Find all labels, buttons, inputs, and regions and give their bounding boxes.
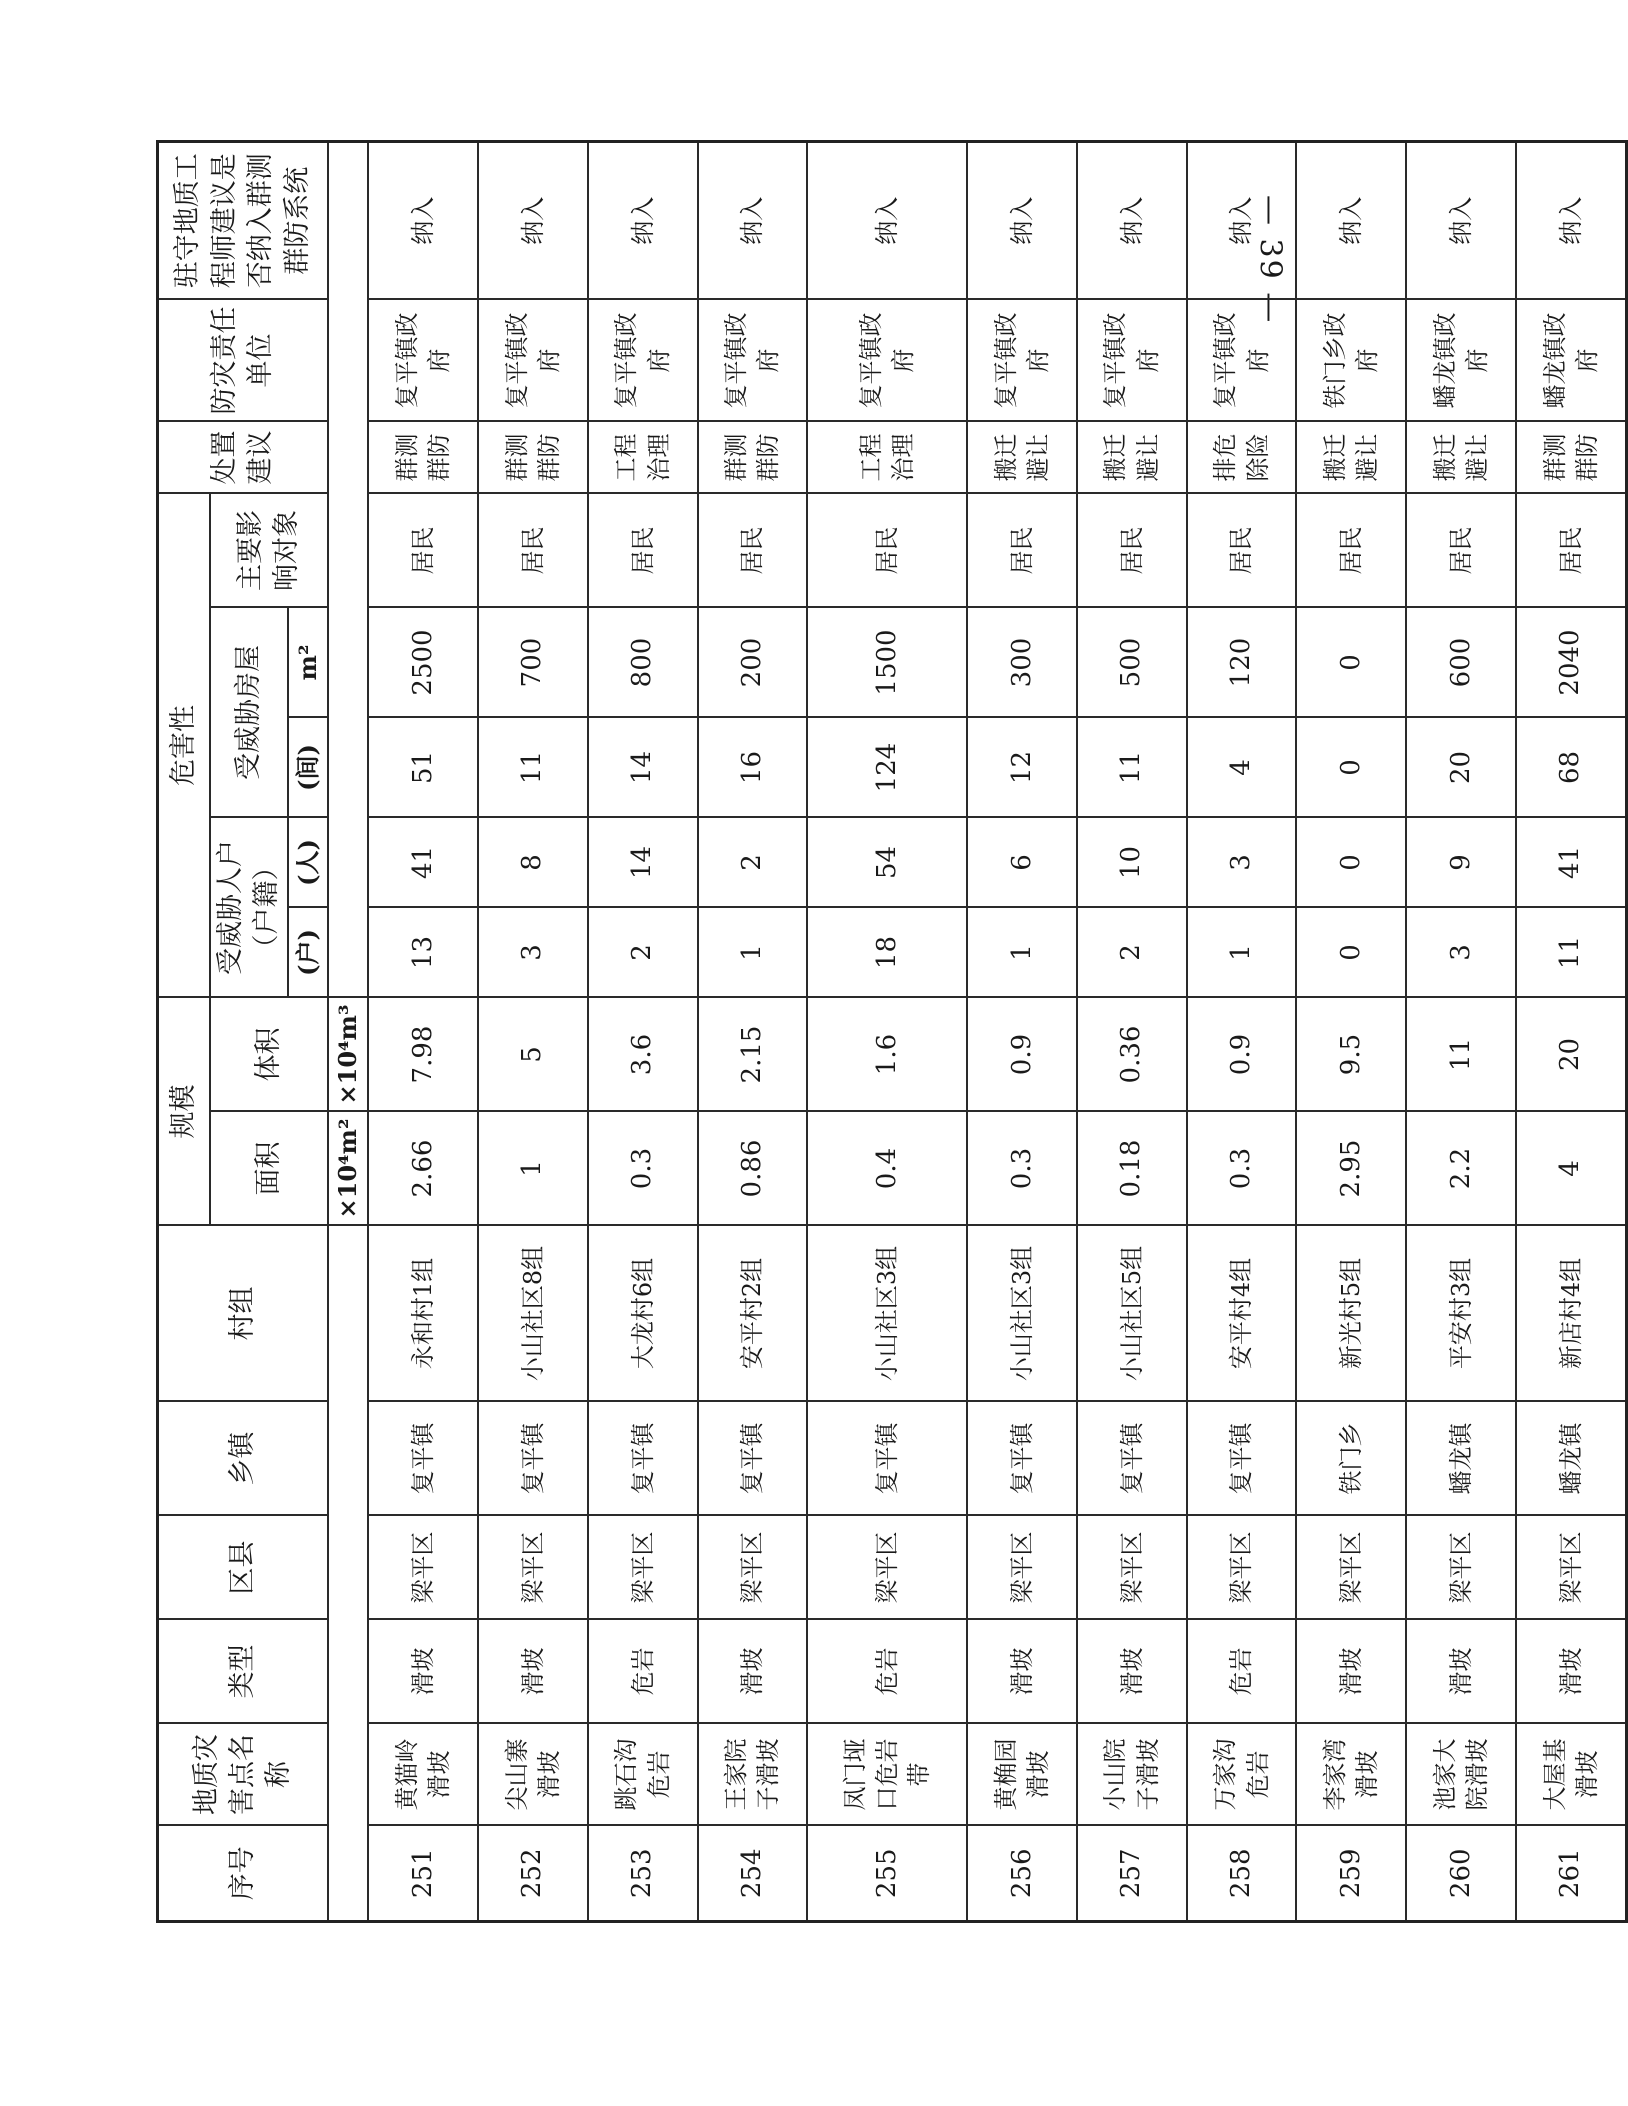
unit-volume: ×10⁴m³ <box>328 998 368 1112</box>
cell-households: 18 <box>807 908 967 998</box>
cell-area: 2.66 <box>368 1112 478 1226</box>
cell-sqm: 500 <box>1077 608 1187 718</box>
cell-responsible: 复平镇政府 <box>588 299 698 421</box>
cell-county: 梁平区 <box>967 1516 1077 1620</box>
cell-county: 梁平区 <box>1516 1516 1627 1620</box>
cell-households: 3 <box>478 908 588 998</box>
rotated-table-container <box>156 143 1628 1923</box>
cell-sqm: 2500 <box>368 608 478 718</box>
cell-sqm: 700 <box>478 608 588 718</box>
table-row <box>1296 141 1406 1921</box>
cell-seq: 259 <box>1296 1826 1406 1922</box>
cell-county: 梁平区 <box>1077 1516 1187 1620</box>
cell-area: 0.3 <box>588 1112 698 1226</box>
cell-people: 0 <box>1296 818 1406 908</box>
cell-rooms: 16 <box>698 718 808 818</box>
unit-rooms: (间) <box>288 718 328 818</box>
cell-name: 李家湾滑坡 <box>1296 1724 1406 1826</box>
cell-sqm: 120 <box>1187 608 1297 718</box>
cell-responsible: 复平镇政府 <box>368 299 478 421</box>
cell-village: 安平村4组 <box>1187 1226 1297 1402</box>
table-row <box>1077 141 1187 1921</box>
cell-volume: 5 <box>478 998 588 1112</box>
cell-rooms: 0 <box>1296 718 1406 818</box>
cell-seq: 258 <box>1187 1826 1297 1922</box>
cell-people: 8 <box>478 818 588 908</box>
cell-name: 王家院子滑坡 <box>698 1724 808 1826</box>
cell-village: 平安村3组 <box>1406 1226 1516 1402</box>
cell-measure: 搬迁避让 <box>1296 421 1406 493</box>
cell-targets: 居民 <box>1077 493 1187 607</box>
cell-included: 纳入 <box>368 141 478 299</box>
cell-type: 滑坡 <box>1077 1620 1187 1724</box>
cell-volume: 9.5 <box>1296 998 1406 1112</box>
cell-area: 1 <box>478 1112 588 1226</box>
cell-rooms: 12 <box>967 718 1077 818</box>
cell-rooms: 11 <box>478 718 588 818</box>
cell-name: 尖山寨滑坡 <box>478 1724 588 1826</box>
cell-town: 复平镇 <box>807 1402 967 1516</box>
cell-type: 危岩 <box>1187 1620 1297 1724</box>
cell-households: 3 <box>1406 908 1516 998</box>
cell-households: 0 <box>1296 908 1406 998</box>
cell-volume: 7.98 <box>368 998 478 1112</box>
cell-targets: 居民 <box>1296 493 1406 607</box>
cell-village: 大龙村6组 <box>588 1226 698 1402</box>
cell-households: 1 <box>1187 908 1297 998</box>
cell-county: 梁平区 <box>588 1516 698 1620</box>
cell-rooms: 14 <box>588 718 698 818</box>
cell-village: 安平村2组 <box>698 1226 808 1402</box>
cell-households: 1 <box>698 908 808 998</box>
header-spacer-right <box>328 141 368 997</box>
cell-included: 纳入 <box>1077 141 1187 299</box>
cell-included: 纳入 <box>588 141 698 299</box>
cell-type: 滑坡 <box>1296 1620 1406 1724</box>
cell-volume: 0.36 <box>1077 998 1187 1112</box>
cell-rooms: 51 <box>368 718 478 818</box>
cell-measure: 群测群防 <box>478 421 588 493</box>
cell-targets: 居民 <box>807 493 967 607</box>
cell-village: 小山社区3组 <box>967 1226 1077 1402</box>
cell-area: 4 <box>1516 1112 1627 1226</box>
cell-rooms: 11 <box>1077 718 1187 818</box>
cell-town: 蟠龙镇 <box>1406 1402 1516 1516</box>
cell-name: 万家沟危岩 <box>1187 1724 1297 1826</box>
cell-responsible: 蟠龙镇政府 <box>1406 299 1516 421</box>
cell-type: 危岩 <box>588 1620 698 1724</box>
cell-targets: 居民 <box>1406 493 1516 607</box>
header-spacer <box>328 1226 368 1922</box>
cell-measure: 搬迁避让 <box>1406 421 1516 493</box>
cell-name: 池家大院滑坡 <box>1406 1724 1516 1826</box>
cell-responsible: 铁门乡政府 <box>1296 299 1406 421</box>
cell-village: 新光村5组 <box>1296 1226 1406 1402</box>
cell-area: 0.18 <box>1077 1112 1187 1226</box>
cell-responsible: 复平镇政府 <box>698 299 808 421</box>
cell-households: 2 <box>588 908 698 998</box>
cell-rooms: 4 <box>1187 718 1297 818</box>
cell-people: 2 <box>698 818 808 908</box>
cell-targets: 居民 <box>967 493 1077 607</box>
cell-targets: 居民 <box>1187 493 1297 607</box>
cell-people: 14 <box>588 818 698 908</box>
cell-sqm: 800 <box>588 608 698 718</box>
cell-measure: 工程治理 <box>588 421 698 493</box>
cell-households: 2 <box>1077 908 1187 998</box>
header-measure: 处置建议 <box>158 421 329 493</box>
header-name: 地质灾害点名称 <box>158 1724 329 1826</box>
header-included: 驻守地质工程师建议是否纳入群测群防系统 <box>158 141 329 299</box>
header-county: 区县 <box>158 1516 329 1620</box>
page-number: — 39 — <box>1252 195 1288 325</box>
cell-people: 10 <box>1077 818 1187 908</box>
cell-targets: 居民 <box>478 493 588 607</box>
table-row <box>368 141 478 1921</box>
cell-town: 复平镇 <box>698 1402 808 1516</box>
cell-targets: 居民 <box>368 493 478 607</box>
header-type: 类型 <box>158 1620 329 1724</box>
cell-responsible: 复平镇政府 <box>807 299 967 421</box>
cell-rooms: 68 <box>1516 718 1627 818</box>
cell-village: 小山社区5组 <box>1077 1226 1187 1402</box>
table-row <box>1406 141 1516 1921</box>
cell-included: 纳入 <box>1296 141 1406 299</box>
cell-responsible: 复平镇政府 <box>967 299 1077 421</box>
cell-responsible: 蟠龙镇政府 <box>1516 299 1627 421</box>
cell-seq: 256 <box>967 1826 1077 1922</box>
cell-rooms: 124 <box>807 718 967 818</box>
unit-households: (户) <box>288 908 328 998</box>
cell-county: 梁平区 <box>807 1516 967 1620</box>
cell-measure: 搬迁避让 <box>967 421 1077 493</box>
cell-town: 复平镇 <box>478 1402 588 1516</box>
table-row <box>1516 141 1627 1921</box>
cell-included: 纳入 <box>698 141 808 299</box>
cell-name: 小山院子滑坡 <box>1077 1724 1187 1826</box>
hazard-table <box>156 140 1628 1923</box>
cell-measure: 排危除险 <box>1187 421 1297 493</box>
cell-households: 13 <box>368 908 478 998</box>
header-town: 乡镇 <box>158 1402 329 1516</box>
cell-type: 滑坡 <box>698 1620 808 1724</box>
cell-people: 6 <box>967 818 1077 908</box>
cell-volume: 0.9 <box>967 998 1077 1112</box>
cell-county: 梁平区 <box>1406 1516 1516 1620</box>
cell-volume: 2.15 <box>698 998 808 1112</box>
cell-name: 黄猫岭滑坡 <box>368 1724 478 1826</box>
cell-sqm: 2040 <box>1516 608 1627 718</box>
cell-type: 滑坡 <box>368 1620 478 1724</box>
unit-area: ×10⁴m² <box>328 1112 368 1226</box>
cell-volume: 1.6 <box>807 998 967 1112</box>
cell-type: 滑坡 <box>967 1620 1077 1724</box>
cell-seq: 260 <box>1406 1826 1516 1922</box>
cell-village: 新店村4组 <box>1516 1226 1627 1402</box>
cell-people: 3 <box>1187 818 1297 908</box>
cell-targets: 居民 <box>1516 493 1627 607</box>
cell-people: 9 <box>1406 818 1516 908</box>
cell-town: 复平镇 <box>1187 1402 1297 1516</box>
cell-measure: 群测群防 <box>1516 421 1627 493</box>
table-header <box>158 141 369 1921</box>
cell-area: 2.2 <box>1406 1112 1516 1226</box>
table-row <box>698 141 808 1921</box>
cell-included: 纳入 <box>1406 141 1516 299</box>
cell-included: 纳入 <box>967 141 1077 299</box>
cell-county: 梁平区 <box>1296 1516 1406 1620</box>
cell-responsible: 复平镇政府 <box>478 299 588 421</box>
cell-measure: 工程治理 <box>807 421 967 493</box>
cell-town: 复平镇 <box>368 1402 478 1516</box>
cell-name: 凤门垭口危岩带 <box>807 1724 967 1826</box>
cell-area: 0.4 <box>807 1112 967 1226</box>
cell-volume: 0.9 <box>1187 998 1297 1112</box>
header-targets: 主要影响对象 <box>210 493 329 607</box>
cell-people: 54 <box>807 818 967 908</box>
table-row <box>1187 141 1297 1921</box>
unit-people: (人) <box>288 818 328 908</box>
cell-volume: 20 <box>1516 998 1627 1112</box>
cell-volume: 11 <box>1406 998 1516 1112</box>
cell-responsible: 复平镇政府 <box>1077 299 1187 421</box>
cell-targets: 居民 <box>588 493 698 607</box>
cell-type: 滑坡 <box>478 1620 588 1724</box>
header-area: 面积 <box>210 1112 329 1226</box>
header-volume: 体积 <box>210 998 329 1112</box>
cell-sqm: 0 <box>1296 608 1406 718</box>
header-responsible: 防灾责任单位 <box>158 299 329 421</box>
cell-included: 纳入 <box>807 141 967 299</box>
cell-people: 41 <box>1516 818 1627 908</box>
cell-responsible: 复平镇政府 <box>1187 299 1297 421</box>
table-row <box>588 141 698 1921</box>
table-row <box>478 141 588 1921</box>
cell-households: 11 <box>1516 908 1627 998</box>
cell-name: 黄桷园滑坡 <box>967 1724 1077 1826</box>
cell-included: 纳入 <box>1187 141 1297 299</box>
cell-town: 蟠龙镇 <box>1516 1402 1627 1516</box>
cell-county: 梁平区 <box>698 1516 808 1620</box>
cell-type: 滑坡 <box>1406 1620 1516 1724</box>
cell-seq: 253 <box>588 1826 698 1922</box>
cell-seq: 257 <box>1077 1826 1187 1922</box>
table-body <box>368 141 1626 1921</box>
cell-measure: 群测群防 <box>698 421 808 493</box>
cell-area: 0.86 <box>698 1112 808 1226</box>
cell-seq: 251 <box>368 1826 478 1922</box>
header-scale: 规模 <box>158 998 210 1226</box>
cell-village: 小山社区3组 <box>807 1226 967 1402</box>
cell-targets: 居民 <box>698 493 808 607</box>
cell-measure: 群测群防 <box>368 421 478 493</box>
unit-sqm: m² <box>288 608 328 718</box>
cell-seq: 261 <box>1516 1826 1627 1922</box>
cell-rooms: 20 <box>1406 718 1516 818</box>
cell-village: 小山社区8组 <box>478 1226 588 1402</box>
cell-area: 0.3 <box>967 1112 1077 1226</box>
cell-county: 梁平区 <box>368 1516 478 1620</box>
cell-type: 滑坡 <box>1516 1620 1627 1724</box>
cell-sqm: 300 <box>967 608 1077 718</box>
cell-town: 复平镇 <box>588 1402 698 1516</box>
cell-county: 梁平区 <box>1187 1516 1297 1620</box>
cell-sqm: 600 <box>1406 608 1516 718</box>
cell-area: 0.3 <box>1187 1112 1297 1226</box>
cell-seq: 252 <box>478 1826 588 1922</box>
cell-seq: 254 <box>698 1826 808 1922</box>
cell-name: 跳石沟危岩 <box>588 1724 698 1826</box>
cell-type: 危岩 <box>807 1620 967 1724</box>
cell-sqm: 200 <box>698 608 808 718</box>
header-village: 村组 <box>158 1226 329 1402</box>
cell-people: 41 <box>368 818 478 908</box>
cell-seq: 255 <box>807 1826 967 1922</box>
table-row <box>967 141 1077 1921</box>
cell-town: 复平镇 <box>967 1402 1077 1516</box>
cell-name: 大屋基滑坡 <box>1516 1724 1627 1826</box>
cell-measure: 搬迁避让 <box>1077 421 1187 493</box>
cell-volume: 3.6 <box>588 998 698 1112</box>
header-seq: 序号 <box>158 1826 329 1922</box>
cell-town: 复平镇 <box>1077 1402 1187 1516</box>
cell-area: 2.95 <box>1296 1112 1406 1226</box>
cell-village: 永和村1组 <box>368 1226 478 1402</box>
cell-sqm: 1500 <box>807 608 967 718</box>
header-households-group: 受威胁人户（户籍） <box>210 818 289 998</box>
header-houses-group: 受威胁房屋 <box>210 608 289 818</box>
cell-county: 梁平区 <box>478 1516 588 1620</box>
cell-included: 纳入 <box>1516 141 1627 299</box>
cell-households: 1 <box>967 908 1077 998</box>
cell-included: 纳入 <box>478 141 588 299</box>
cell-town: 铁门乡 <box>1296 1402 1406 1516</box>
table-row <box>807 141 967 1921</box>
header-hazard: 危害性 <box>158 493 210 997</box>
